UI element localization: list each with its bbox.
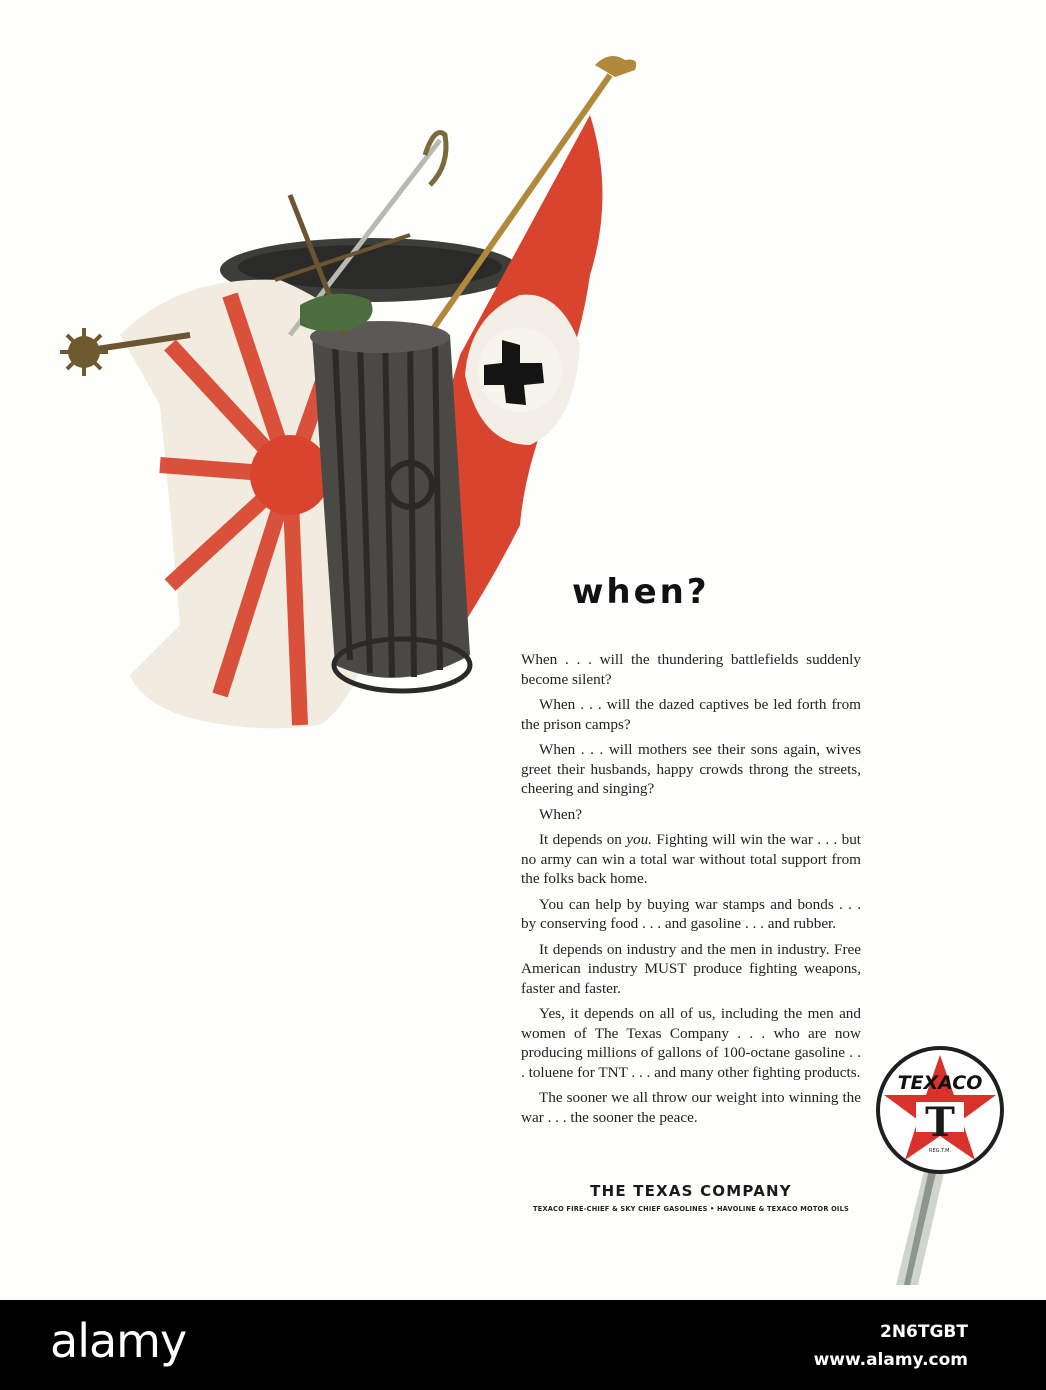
headline: when?	[572, 572, 710, 612]
body-paragraph: Yes, it depends on all of us, including the men and women of The Texas Company . . . who are now producing millions of gallons of 100-octane gasoline . . . toluene for TNT . . . and many other fighting products.	[521, 1005, 861, 1081]
logo-brand: TEXACO	[897, 1072, 983, 1094]
body-paragraph: You can help by buying war stamps and bonds . . . by conserving food . . . and gasoline . . . and rubber.	[521, 895, 861, 933]
body-copy	[521, 650, 861, 1133]
body-paragraph: The sooner we all throw our weight into winning the war . . . the sooner the peace.	[521, 1089, 861, 1126]
body-paragraph: When . . . will the dazed captives be led forth from the prison camps?	[521, 695, 861, 733]
logo-letter: T	[925, 1099, 955, 1146]
texaco-star-logo-icon	[868, 1040, 1008, 1290]
body-paragraph: When . . . will mothers see their sons again, wives greet their husbands, happy crowds throng the streets, cheering and singing?	[521, 740, 861, 798]
company-signature: THE TEXAS COMPANY	[590, 1182, 792, 1200]
emphasis-word: you.	[626, 830, 652, 848]
product-line: TEXACO FIRE-CHIEF & SKY CHIEF GASOLINES • HAVOLINE & TEXACO MOTOR OILS	[533, 1205, 849, 1213]
footer-url: www.alamy.com	[813, 1350, 968, 1370]
body-paragraph: It depends on industry and the men in industry. Free American industry MUST produce fighting weapons, faster and faster.	[521, 940, 861, 997]
body-paragraph	[521, 830, 861, 889]
logo-reg: REG.T.M.	[928, 1148, 952, 1154]
emphasis-rest: Fighting will win the war . . . but no army can win a total war without total support from the folks back home.	[521, 830, 862, 888]
emphasis-prefix: It depends on	[539, 830, 627, 848]
watermark-footer	[0, 1300, 1046, 1390]
footer-brand: alamy	[50, 1314, 187, 1368]
trophy-illustration-icon	[50, 45, 650, 745]
body-paragraph: When?	[539, 805, 583, 823]
body-paragraph: When . . . will the thundering battlefields suddenly become silent?	[521, 651, 861, 688]
footer-image-id: 2N6TGBT	[880, 1322, 968, 1342]
